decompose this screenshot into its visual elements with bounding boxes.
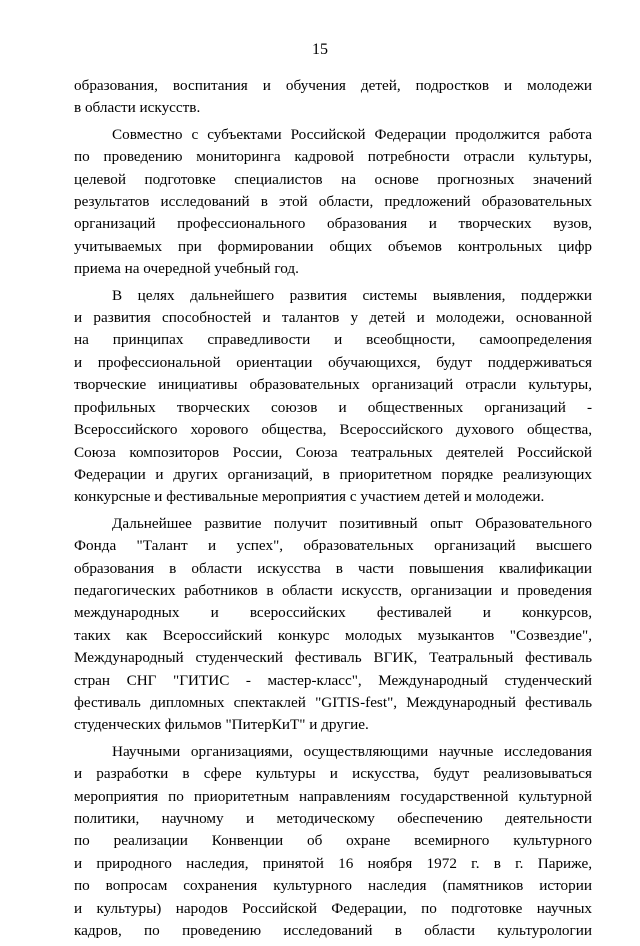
- text-line: образования, воспитания и обучения детей, подростков и молодежи: [74, 77, 592, 94]
- text-line: Всероссийского хорового общества, Всероссийского духового общества,: [74, 421, 592, 439]
- text-line: кадров, по проведению исследований в области культурологии: [74, 922, 592, 940]
- text-line: учитываемых при формировании общих объемов контрольных цифр: [74, 237, 592, 255]
- text-line: Фонда "Талант и успех", образовательных организаций высшего: [74, 537, 592, 555]
- text-line: международных и всероссийских фестивалей и конкурсов,: [74, 604, 592, 622]
- text-line: по реализации Конвенции об охране всемирного культурного: [74, 832, 592, 850]
- text-line: Научными организациями, осуществляющими научные исследования: [112, 742, 592, 760]
- text-line: таких как Всероссийский конкурс молодых музыкантов "Созвездие",: [74, 626, 592, 644]
- text-line: В целях дальнейшего развития системы выявления, поддержки: [112, 286, 592, 304]
- text-line: и разработки в сфере культуры и искусства, будут реализовываться: [74, 765, 592, 783]
- text-line: стран СНГ "ГИТИС - мастер-класс", Международный студенческий: [74, 671, 592, 689]
- text-line: Федерации и других организаций, в приоритетном порядке реализующих: [74, 465, 592, 483]
- text-line: результатов исследований в этой области, предложений образовательных: [74, 193, 592, 211]
- paragraph: [74, 124, 592, 281]
- document-body: [74, 75, 592, 946]
- text-line: Дальнейшее развитие получит позитивный опыт Образовательного: [112, 514, 592, 532]
- paragraph: [74, 285, 592, 509]
- text-line: организаций профессионального образования и творческих вузов,: [74, 215, 592, 233]
- text-line: студенческих фильмов "ПитерКиТ" и другие.: [74, 716, 369, 734]
- text-line: конкурсные и фестивальные мероприятия с участием детей и молодежи.: [74, 488, 545, 506]
- text-line: мероприятия по приоритетным направлениям государственной культурной: [74, 787, 592, 805]
- text-line: Международный студенческий фестиваль ВГИК, Театральный фестиваль: [74, 649, 592, 667]
- text-line: и культуры) народов Российской Федерации, по подготовке научных: [74, 899, 592, 917]
- text-line: педагогических работников в области искусств, организации и проведения: [74, 581, 592, 599]
- text-line: по проведению мониторинга кадровой потребности отрасли культуры,: [74, 148, 592, 166]
- paragraph: [74, 741, 592, 943]
- paragraph: [74, 75, 592, 120]
- text-line: на принципах справедливости и всеобщности, самоопределения: [74, 331, 592, 349]
- text-line: творческие инициативы образовательных организаций отрасли культуры,: [74, 376, 592, 394]
- text-line: политики, научному и методическому обеспечению деятельности: [74, 810, 592, 827]
- page-number: 15: [312, 41, 328, 58]
- text-line: образования в области искусства в части повышения квалификации: [74, 559, 592, 577]
- text-line: фестиваль дипломных спектаклей "GITIS-fest", Международный фестиваль: [74, 693, 592, 711]
- text-line: и профессиональной ориентации обучающихся, будут поддерживаться: [74, 353, 592, 371]
- text-line: целевой подготовке специалистов на основе прогнозных значений: [74, 170, 592, 188]
- text-line: по вопросам сохранения культурного наследия (памятников истории: [74, 877, 592, 895]
- text-line: и природного наследия, принятой 16 ноября 1972 г. в г. Париже,: [74, 854, 592, 872]
- text-line: Совместно с субъектами Российской Федерации продолжится работа: [112, 125, 592, 143]
- text-line: Союза композиторов России, Союза театральных деятелей Российской: [74, 443, 592, 461]
- text-line: и развития способностей и талантов у детей и молодежи, основанной: [74, 309, 592, 327]
- text-line: в области искусств.: [74, 99, 201, 117]
- text-line: профильных творческих союзов и общественных организаций -: [74, 398, 592, 416]
- text-line: приема на очередной учебный год.: [74, 260, 299, 278]
- paragraph: [74, 513, 592, 737]
